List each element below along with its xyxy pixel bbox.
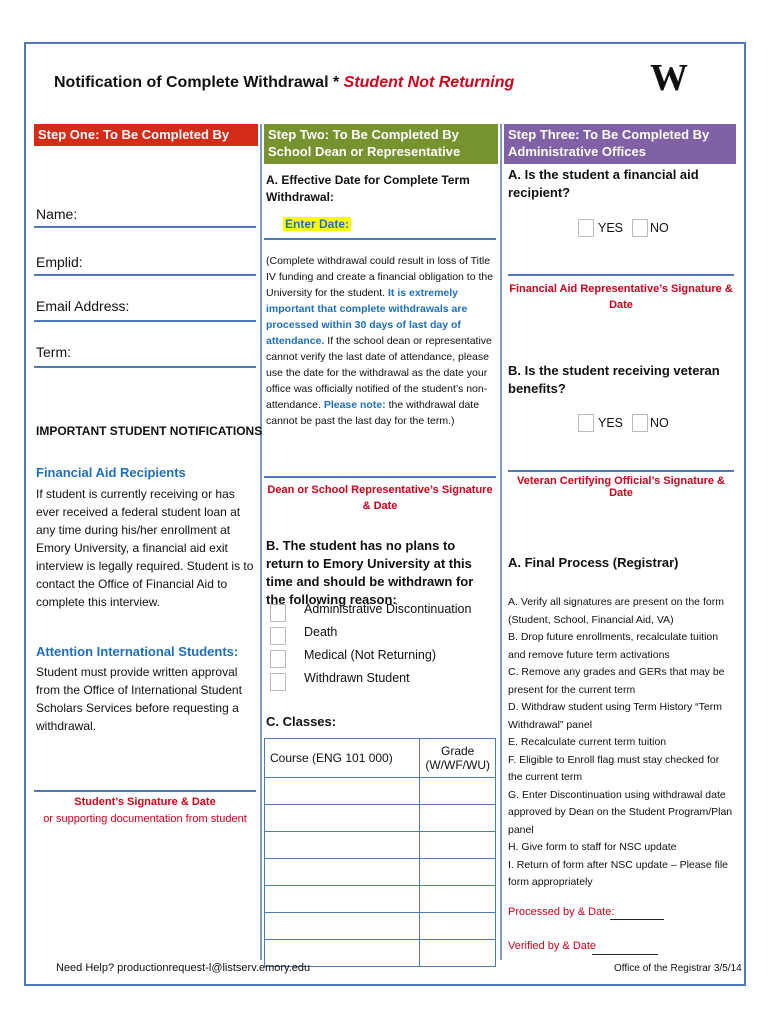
column-divider [260,124,262,960]
course-cell[interactable] [265,913,420,940]
step-two-header: Step Two: To Be Completed By School Dean or Representative [264,124,498,164]
vet-signature-field[interactable] [508,470,734,472]
fa-recipient-question: A. Is the student a financial aid recipient? [508,167,699,200]
process-step: G. Enter Discontinuation using withdrawal date approved by Dean on the Student Program/Plan panel [508,788,733,836]
grade-cell[interactable] [420,859,496,886]
course-header: Course (ENG 101 000) [265,739,420,778]
reason-death: Death [304,625,338,639]
notifications-heading: IMPORTANT STUDENT NOTIFICATIONS [36,424,263,438]
process-step: H. Give form to staff for NSC update [508,841,677,853]
name-label: Name: [36,206,78,222]
date-divider [264,238,496,240]
process-step: D. Withdraw student using Term History “Term Withdrawal” panel [508,701,722,731]
emplid-field[interactable] [34,274,256,276]
veteran-question: B. Is the student receiving veteran benefits? [508,363,720,396]
vet-signature-label: Veteran Certifying Official’s Signature & Date [516,475,726,499]
final-process-steps [508,594,734,892]
help-text: Need Help? productionrequest-l@listserv.emory.edu [56,962,311,974]
process-step: F. Eligible to Enroll flag must stay checked for the current term [508,753,720,783]
student-signature-field[interactable] [34,790,256,792]
grade-cell[interactable] [420,832,496,859]
course-cell[interactable] [265,859,420,886]
classes-heading: C. Classes: [266,714,337,729]
course-cell[interactable] [265,832,420,859]
effective-date-heading: A. Effective Date for Complete Term Withdrawal: [266,173,470,204]
course-cell[interactable] [265,805,420,832]
fa-recipients-heading: Financial Aid Recipients [36,465,186,480]
table-row[interactable] [265,805,496,832]
reason-checkbox[interactable] [270,604,286,622]
table-row[interactable] [265,778,496,805]
step-one-header: Step One: To Be Completed By Student [34,124,258,146]
dean-signature-field[interactable] [264,476,496,478]
reason-checkbox[interactable] [270,650,286,668]
reason-withdrawn: Withdrawn Student [304,671,410,685]
verified-by-label: Verified by & Date [508,940,597,952]
process-step: I. Return of form after NSC update – Please file form appropriately [508,858,729,888]
student-signature-label: Student’s Signature & Date [74,796,216,808]
withdrawal-notice: (Complete withdrawal could result in loss of Title IV funding and create a financial obligation to the University for the student. It is extremely important that complete withdrawals are processed within 30 days of last day of attendance. If the school dean or representative cannot verify the last date of attendance, please use the date for the withdrawal as the date your office was officially notified of the student’s non-attendance. Please note: the withdrawal date cannot be past the last day for the term.) [266,255,494,427]
column-divider [500,124,502,960]
intl-students-heading: Attention International Students: [36,644,239,659]
form-letter: W [650,57,688,99]
term-label: Term: [36,344,71,360]
email-label: Email Address: [36,298,130,314]
fa-yes-checkbox[interactable] [578,219,594,237]
dean-signature-label: Dean or School Representative’s Signature & Date [267,484,493,512]
vet-no-checkbox[interactable] [632,414,648,432]
fa-no-label: NO [650,221,669,235]
no-return-heading: B. The student has no plans to return to Emory University at this time and should be withdrawn for the following reason: [266,538,474,607]
process-step: A. Verify all signatures are present on the form (Student, School, Financial Aid, VA) [508,596,724,626]
table-row[interactable] [265,859,496,886]
reason-admin-discontinuation: Administrative Discontinuation [304,602,472,616]
email-field[interactable] [34,320,256,322]
course-cell[interactable] [265,778,420,805]
student-signature-alt: or supporting documentation from student [43,813,247,825]
fa-signature-label: Financial Aid Representative’s Signature & Date [509,283,733,311]
table-row[interactable] [265,913,496,940]
grade-cell[interactable] [420,886,496,913]
final-process-heading: A. Final Process (Registrar) [508,555,679,570]
office-text: Office of the Registrar 3/5/14 [614,963,742,974]
processed-by-field[interactable] [610,919,664,920]
emplid-label: Emplid: [36,254,83,270]
fa-yes-label: YES [598,221,624,235]
reason-checkbox[interactable] [270,627,286,645]
fa-recipients-text: If student is currently receiving or has ever received a federal student loan at any time during his/her enrollment at Emory University, a financial aid exit interview is legally required. Student is to contact the Office of Financial Aid to complete this interview. [36,487,254,609]
table-row[interactable] [265,832,496,859]
name-field[interactable] [34,226,256,228]
process-step: C. Remove any grades and GERs that may be present for the current term [508,666,725,696]
verified-by-field[interactable] [592,954,658,955]
table-row[interactable] [265,886,496,913]
fa-signature-field[interactable] [508,274,734,276]
grade-cell[interactable] [420,805,496,832]
grade-header: Grade (W/WF/WU) [420,739,496,778]
vet-no-label: NO [650,416,669,430]
intl-students-text: Student must provide written approval from the Office of International Student Scholars Services before requesting a withdrawal. [36,665,242,733]
classes-table [264,738,496,967]
form-title: Notification of Complete Withdrawal * Student Not Returning [54,74,515,91]
step-three-header: Step Three: To Be Completed By Administrative Offices [504,124,736,164]
reason-medical: Medical (Not Returning) [304,648,436,662]
grade-cell[interactable] [420,778,496,805]
vet-yes-checkbox[interactable] [578,414,594,432]
term-field[interactable] [34,366,256,368]
processed-by-label: Processed by & Date: [508,906,615,918]
process-step: E. Recalculate current term tuition [508,736,667,748]
vet-yes-label: YES [598,416,624,430]
fa-no-checkbox[interactable] [632,219,648,237]
reason-checkbox[interactable] [270,673,286,691]
enter-date-field[interactable]: Enter Date: [285,217,350,231]
grade-cell[interactable] [420,940,496,967]
process-step: B. Drop future enrollments, recalculate tuition and remove future term activations [508,631,719,661]
course-cell[interactable] [265,886,420,913]
grade-cell[interactable] [420,913,496,940]
table-row [265,739,496,778]
